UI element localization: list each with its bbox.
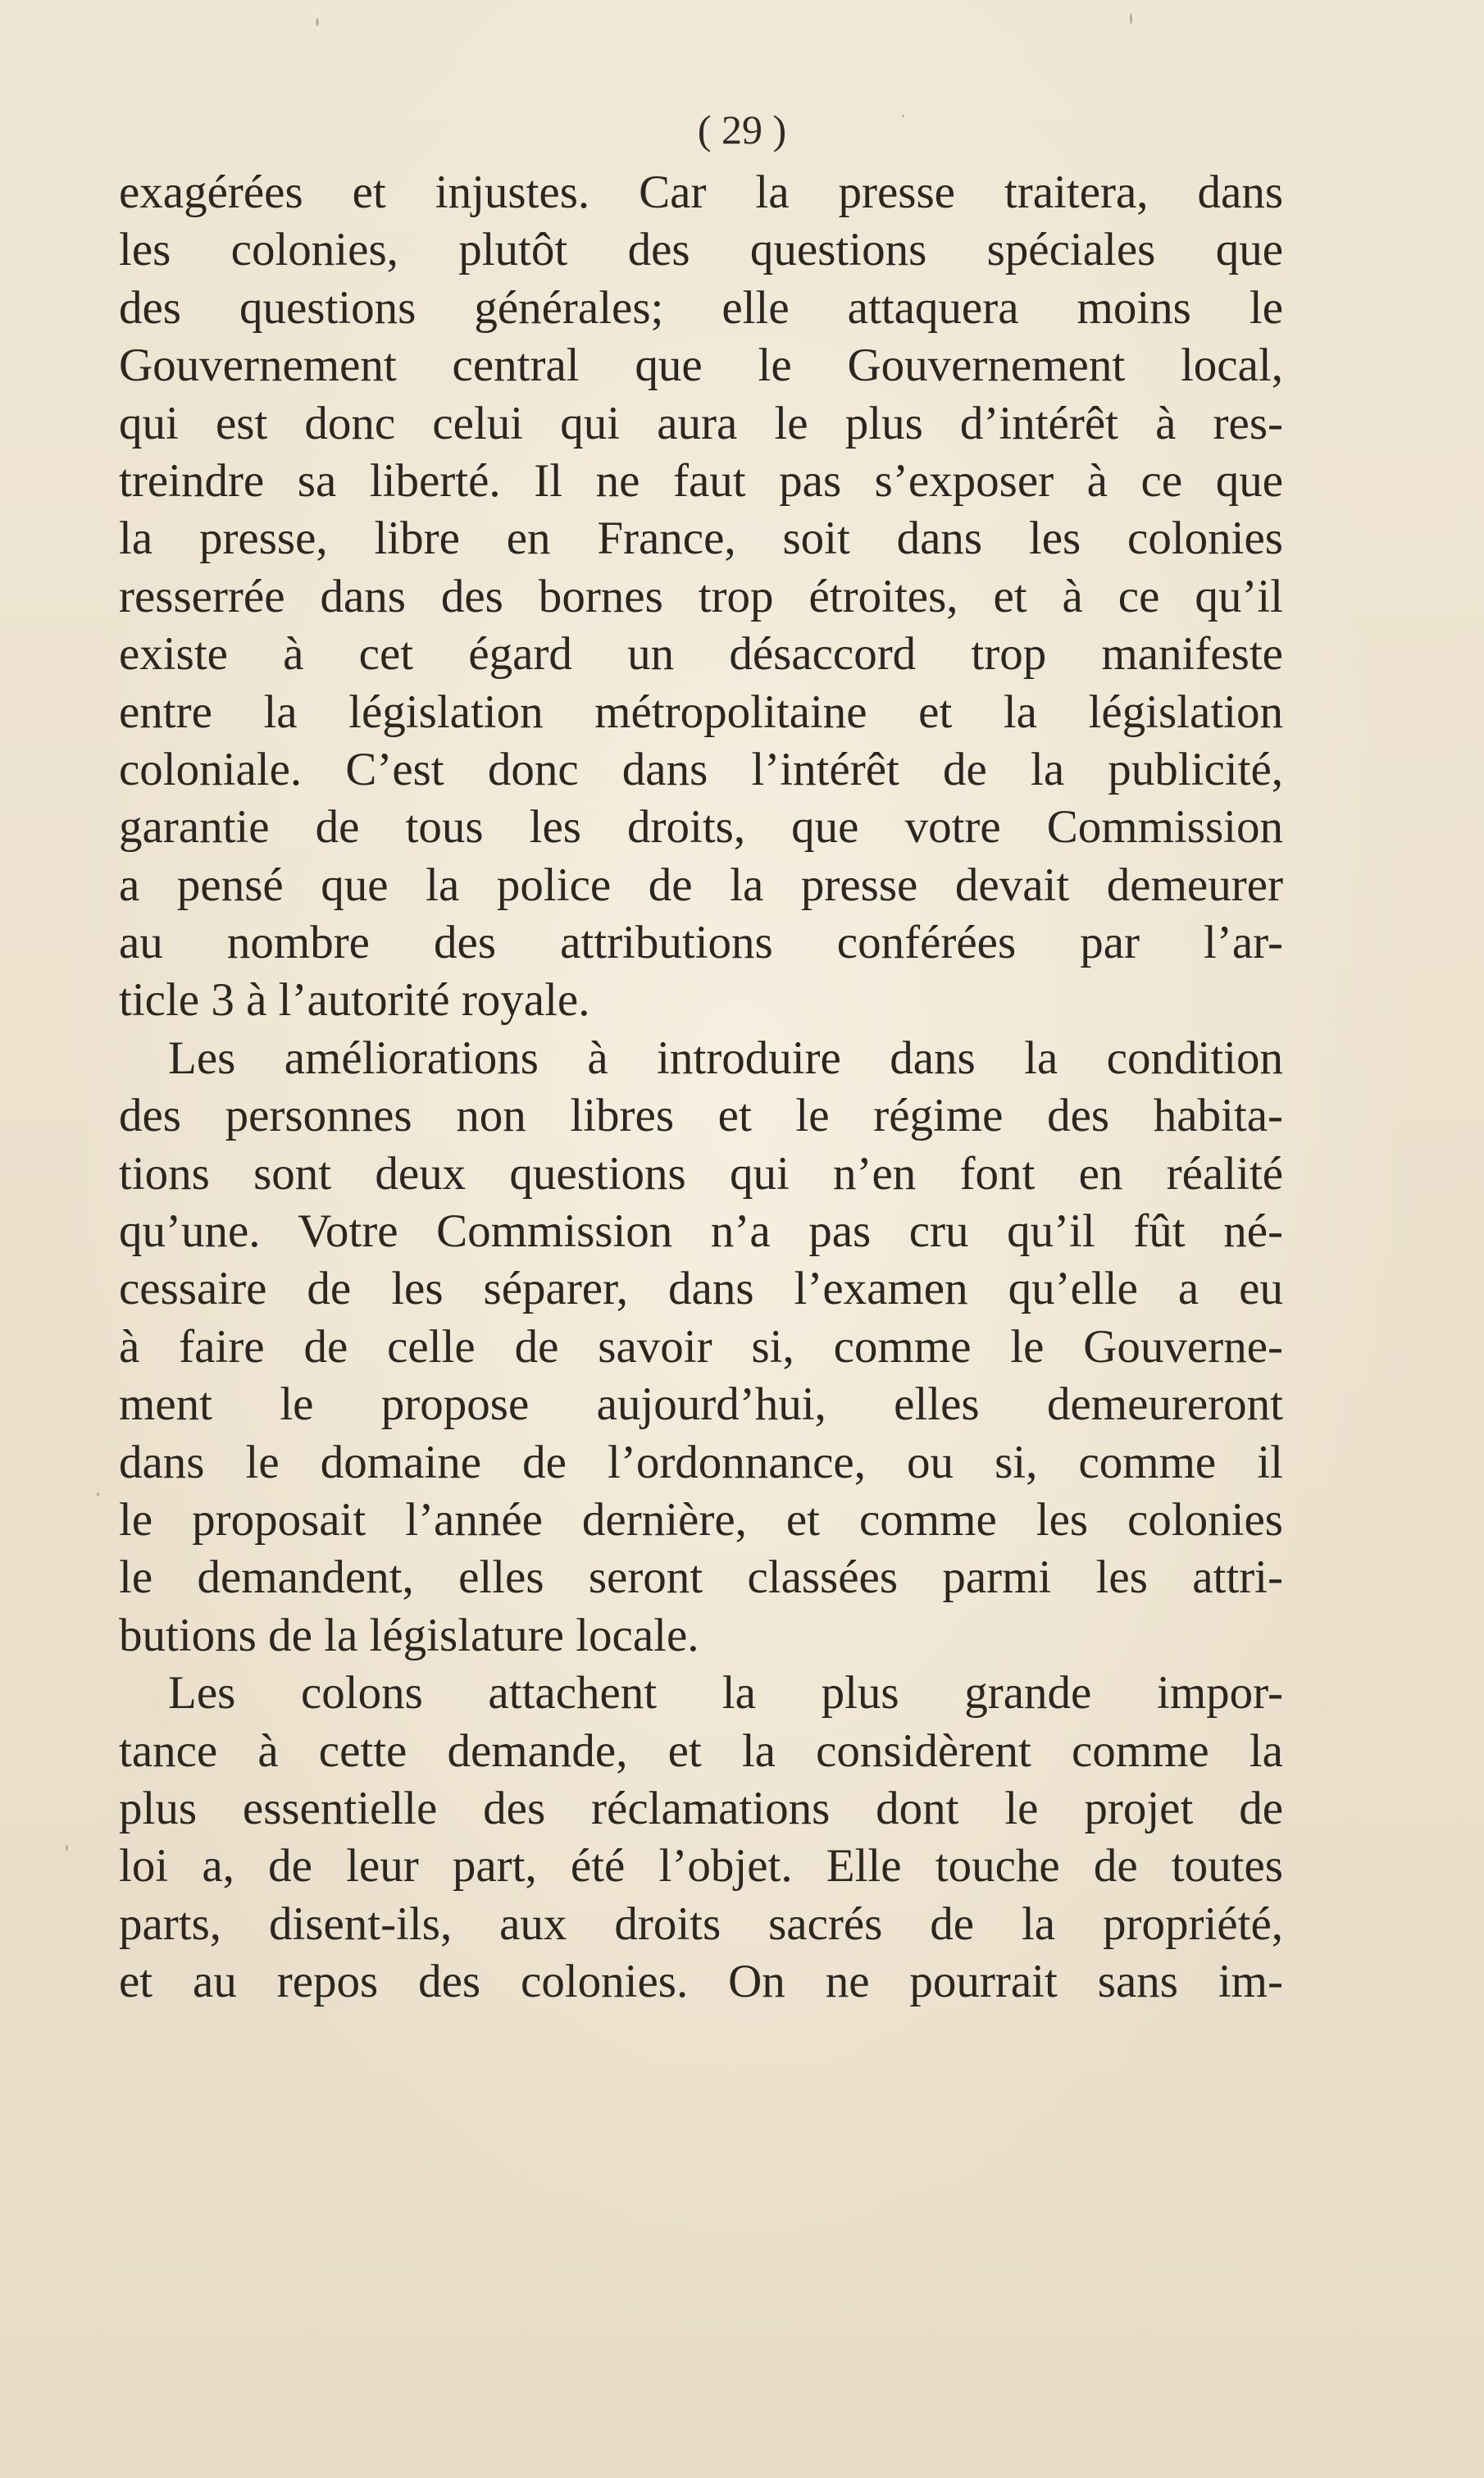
paragraph: [119, 1030, 1283, 1665]
text-line: parts, disent-ils, aux droits sacrés de la propriété,: [119, 1897, 1283, 1950]
paragraph: [119, 1665, 1283, 2011]
text-line: Gouvernement central que le Gouvernement local,: [119, 339, 1283, 392]
text-line: des questions générales; elle attaquera moins le: [119, 281, 1283, 334]
text-line: exagérées et injustes. Car la presse traitera, dans: [119, 166, 1283, 218]
text-line: dans le domaine de l’ordonnance, ou si, comme il: [119, 1436, 1283, 1488]
text-line: tions sont deux questions qui n’en font en réalité: [119, 1147, 1283, 1200]
paper-speck: [66, 1845, 68, 1851]
text-line: des personnes non libres et le régime des habita-: [119, 1090, 1283, 1142]
text-line: à faire de celle de savoir si, comme le Gouverne-: [119, 1320, 1283, 1373]
text-line: le demandent, elles seront classées parmi les attri-: [119, 1551, 1283, 1604]
text-line: butions de la législature locale.: [119, 1609, 699, 1661]
text-line: tance à cette demande, et la considèrent comme la: [119, 1724, 1283, 1777]
body-text: [119, 164, 1283, 2011]
text-line: plus essentielle des réclamations dont le projet de: [119, 1782, 1283, 1834]
text-line: entre la législation métropolitaine et la législation: [119, 686, 1283, 738]
text-line: a pensé que la police de la presse devait demeurer: [119, 859, 1283, 911]
text-line: ticle 3 à l’autorité royale.: [119, 974, 590, 1027]
text-line: les colonies, plutôt des questions spéciales que: [119, 224, 1283, 276]
text-line: et au repos des colonies. On ne pourrait sans im-: [119, 1956, 1283, 2008]
text-line: coloniale. C’est donc dans l’intérêt de la publicité,: [119, 743, 1283, 795]
text-line: Les colons attachent la plus grande impor-: [168, 1667, 1283, 1720]
text-line: ment le propose aujourd’hui, elles demeureront: [119, 1378, 1283, 1431]
text-line: cessaire de les séparer, dans l’examen qu’elle a eu: [119, 1263, 1283, 1315]
text-line: au nombre des attributions conférées par l’ar-: [119, 917, 1283, 969]
paragraph: [119, 164, 1283, 1030]
text-line: loi a, de leur part, été l’objet. Elle touche de toutes: [119, 1840, 1283, 1893]
text-line: la presse, libre en France, soit dans les colonies: [119, 512, 1283, 565]
text-line: garantie de tous les droits, que votre Commission: [119, 801, 1283, 854]
text-line: Les améliorations à introduire dans la condition: [168, 1032, 1283, 1084]
text-line: treindre sa liberté. Il ne faut pas s’exposer à ce que: [119, 454, 1283, 507]
text-line: qu’une. Votre Commission n’a pas cru qu’il fût né-: [119, 1205, 1283, 1258]
text-line: existe à cet égard un désaccord trop manifeste: [119, 628, 1283, 681]
paper-speck: [1130, 13, 1132, 25]
text-line: le proposait l’année dernière, et comme les colonies: [119, 1493, 1283, 1546]
paper-speck: [902, 115, 904, 117]
text-line: qui est donc celui qui aura le plus d’intérêt à res-: [119, 397, 1283, 449]
text-line: resserrée dans des bornes trop étroites, et à ce qu’il: [119, 570, 1283, 622]
page-number: ( 29 ): [697, 107, 787, 153]
paper-speck: [316, 18, 319, 26]
paper-speck: [97, 1492, 99, 1496]
